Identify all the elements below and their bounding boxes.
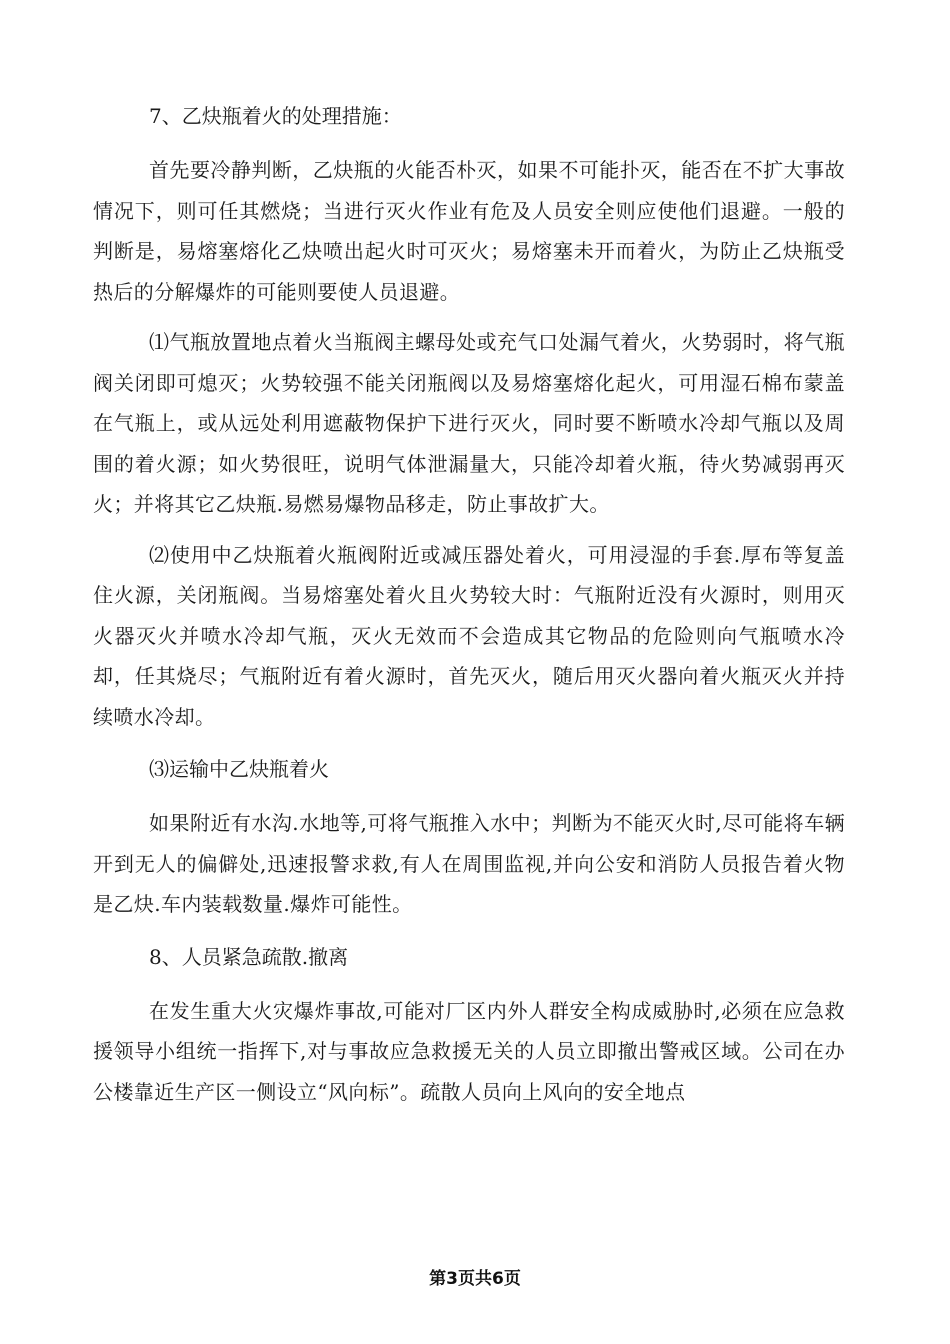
paragraph-in-use-fire: ⑵使用中乙炔瓶着火瓶阀附近或减压器处着火，可用浸湿的手套.厚布等复盖住火源，关闭瓶阀。当易熔塞处着火且火势较大时：气瓶附近没有火源时，则用灭火器灭火并喷水冷却气瓶，灭火无效而不会造成其它物品的危险则向气瓶喷水冷却，任其烧尽；气瓶附近有着火源时，首先灭火，随后用灭火器向着火瓶灭火并持续喷水冷却。 (93, 542, 845, 729)
paragraph-judgement: 首先要冷静判断，乙炔瓶的火能否朴灭，如果不可能扑灭，能否在不扩大事故情况下，则可任其燃烧；当进行灭火作业有危及人员安全则应使他们退避。一般的判断是，易熔塞熔化乙炔喷出起火时可灭火；易熔塞未开而着火，为防止乙炔瓶受热后的分解爆炸的可能则要使人员退避。 (93, 158, 845, 304)
paragraph-storage-fire: ⑴气瓶放置地点着火当瓶阀主螺母处或充气口处漏气着火，火势弱时，将气瓶阀关闭即可熄灭；火势较强不能关闭瓶阀以及易熔塞熔化起火，可用湿石棉布蒙盖在气瓶上，或从远处利用遮蔽物保护下进行灭火，同时要不断喷水冷却气瓶以及周围的着火源；如火势很旺，说明气体泄漏量大，只能冷却着火瓶，待火势减弱再灭火；并将其它乙炔瓶.易燃易爆物品移走，防止事故扩大。 (93, 330, 845, 516)
document-body (93, 96, 845, 1122)
section-heading-evacuation: 8、人员紧急疏散.撤离 (149, 944, 349, 969)
paragraph-transport-fire: 如果附近有水沟.水地等,可将气瓶推入水中；判断为不能灭火时,尽可能将车辆开到无人的偏僻处,迅速报警求救,有人在周围监视,并向公安和消防人员报告着火物是乙炔.车内装载数量.爆炸可能性。 (93, 811, 845, 916)
section-heading-acetylene-fire: 7、乙炔瓶着火的处理措施： (149, 104, 402, 128)
paragraph-evacuation: 在发生重大火灾爆炸事故,可能对厂区内外人群安全构成威胁时,必须在应急救援领导小组统一指挥下,对与事故应急救援无关的人员立即撤出警戒区域。公司在办公楼靠近生产区一侧设立“风向标”。疏散人员向上风向的安全地点 (93, 998, 845, 1104)
page-number: 第3页共6页 (429, 1269, 521, 1289)
subheading-transport-fire: ⑶运输中乙炔瓶着火 (149, 757, 329, 781)
